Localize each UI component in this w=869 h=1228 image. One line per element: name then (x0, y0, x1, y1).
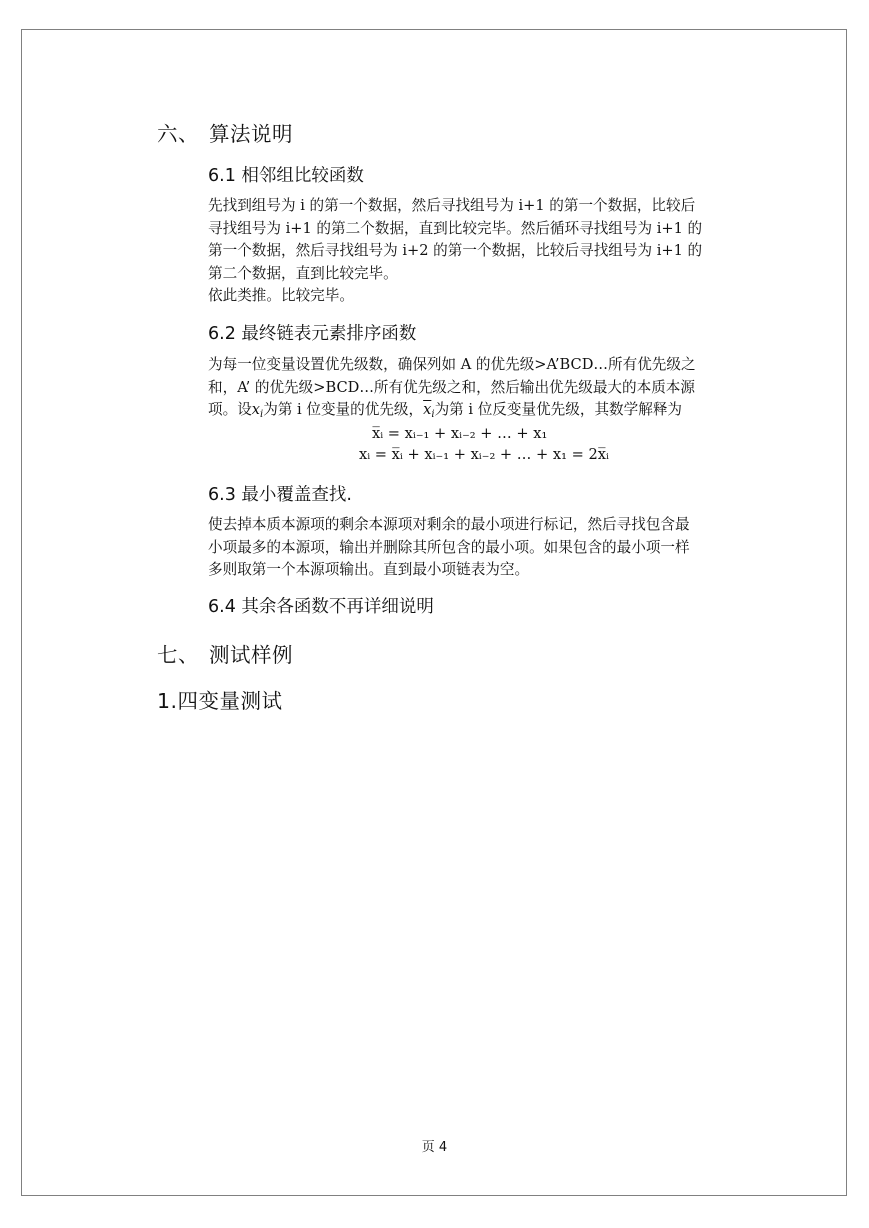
equation-2: xᵢ = x̅ᵢ + xᵢ₋₁ + xᵢ₋₂ + … + x₁ = 2x̅ᵢ (359, 446, 609, 463)
subsection-6-1-heading: 6.1 相邻组比较函数 (208, 166, 364, 186)
paragraph-line: 和，A’ 的优先级>BCD…所有优先级之和，然后输出优先级最大的本质本源 (208, 378, 695, 396)
paragraph-line: 为每一位变量设置优先级数，确保列如 A 的优先级>A’BCD…所有优先级之 (208, 356, 696, 373)
subsection-6-2-heading: 6.2 最终链表元素排序函数 (208, 324, 417, 344)
paragraph-line: 依此类推。比较完毕。 (208, 287, 354, 304)
subsection-1-heading: 1.四变量测试 (157, 689, 283, 713)
page-number: 页 4 (421, 1140, 448, 1155)
text-segment: 为第 i 位变量的优先级， (263, 401, 424, 418)
equation-1: x̅ᵢ = xᵢ₋₁ + xᵢ₋₂ + … + x₁ (372, 425, 548, 442)
math-x-i: $x_i$ (251, 401, 264, 420)
text-segment: 为第 i 位反变量优先级，其数学解释为 (434, 401, 683, 418)
section-7-number: 七、 (157, 643, 199, 667)
paragraph-line: 使去掉本质本源项的剩余本源项对剩余的最小项进行标记，然后寻找包含最 (208, 516, 690, 533)
paragraph-line: 小项最多的本源项，输出并删除其所包含的最小项。如果包含的最小项一样 (208, 538, 690, 556)
math-xbar-i: $\overline{x}_i$ (423, 401, 435, 420)
section-7-heading (157, 638, 293, 668)
section-6-number: 六、 (157, 122, 199, 146)
subsection-6-4-heading: 6.4 其余各函数不再详细说明 (208, 597, 434, 617)
paragraph-line: 先找到组号为 i 的第一个数据，然后寻找组号为 i+1 的第一个数据，比较后 (208, 197, 696, 214)
paragraph-line: 第一个数据，然后寻找组号为 i+2 的第一个数据，比较后寻找组号为 i+1 的 (208, 242, 703, 259)
subsection-6-2-body (208, 354, 788, 427)
text-segment: 项。设 (208, 401, 252, 418)
section-7-title: 测试样例 (209, 643, 293, 667)
paragraph-line: 多则取第一个本源项输出。直到最小项链表为空。 (208, 561, 530, 578)
subsection-6-3-body (208, 514, 788, 582)
subsection-6-1-body (208, 195, 788, 308)
paragraph-line: 第二个数据，直到比较完毕。 (208, 264, 398, 282)
paragraph-line-with-math (208, 399, 788, 427)
subsection-6-3-heading: 6.3 最小覆盖查找. (208, 485, 352, 505)
section-6-title: 算法说明 (209, 122, 293, 146)
paragraph-line: 寻找组号为 i+1 的第二个数据，直到比较完毕。然后循环寻找组号为 i+1 的 (208, 219, 703, 237)
section-6-heading (157, 117, 293, 147)
